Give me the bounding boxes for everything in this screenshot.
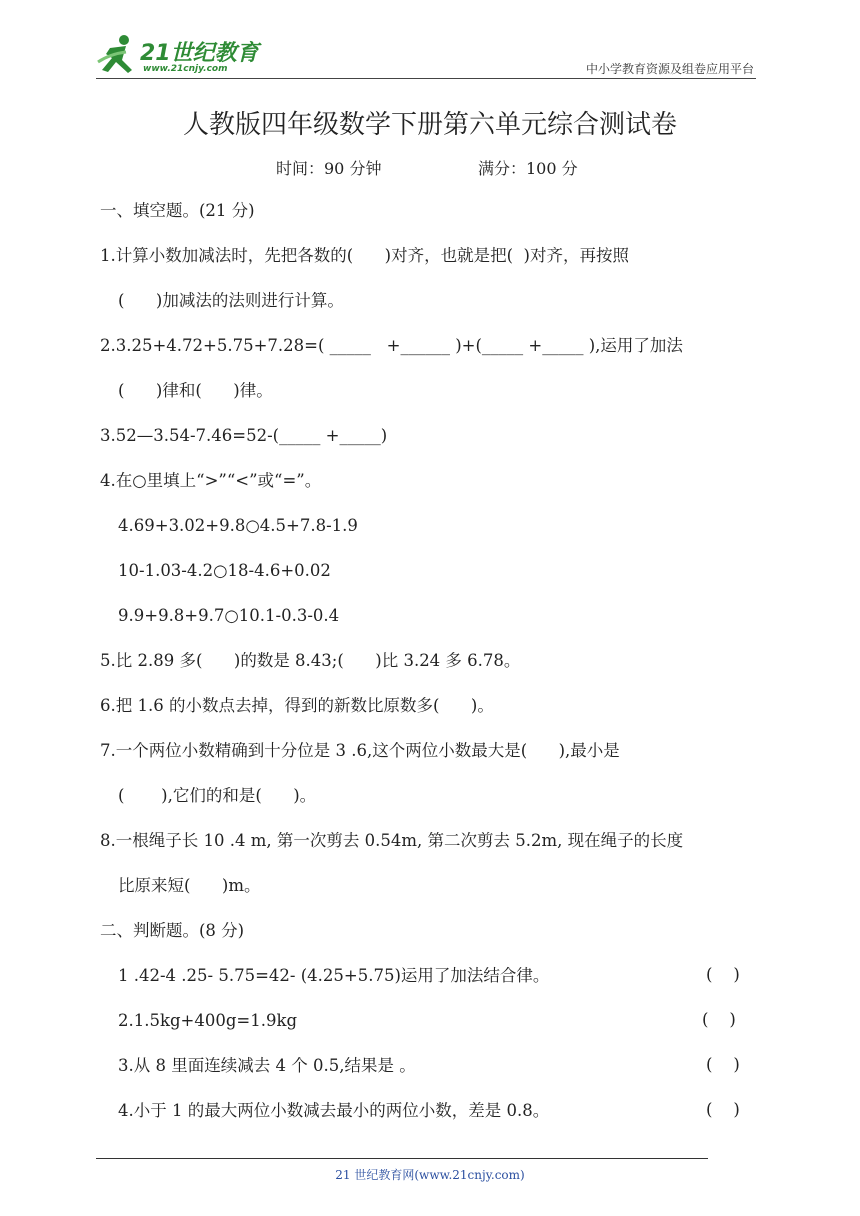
answer-parentheses: ( ) (706, 1055, 740, 1074)
question-line: ( ),它们的和是( )。 (118, 786, 317, 805)
header-tagline: 中小学教育资源及组卷应用平台 (585, 62, 754, 76)
question-line: 10-1.03-4.2○18-4.6+0.02 (118, 561, 331, 580)
question-line: ( )律和( )律。 (118, 381, 273, 400)
runner-icon (96, 32, 140, 76)
page-header (0, 0, 860, 80)
footer-divider (96, 1158, 708, 1159)
logo-text: 21世纪教育 (140, 41, 259, 66)
question-line: 3.52—3.54-7.46=52-(_____ +_____) (100, 426, 388, 445)
question-line: 1.计算小数加减法时，先把各数的( )对齐，也就是把( )对齐，再按照 (100, 246, 629, 265)
question-line: 4.在○里填上“>”“<”或“=”。 (100, 471, 322, 490)
answer-parentheses: ( ) (706, 965, 740, 984)
question-line: 5.比 2.89 多( )的数是 8.43;( )比 3.24 多 6.78。 (100, 651, 521, 670)
section-heading-true-false: 二、判断题。(8 分) (100, 921, 245, 940)
exam-score: 满分：100 分 (478, 159, 578, 178)
question-line: 9.9+9.8+9.7○10.1-0.3-0.4 (118, 606, 340, 625)
question-line: 2.3.25+4.72+5.75+7.28=( _____ +______ )+(_____ +_____ ),运用了加法 (100, 336, 683, 355)
answer-parentheses: ( ) (706, 1100, 740, 1119)
section-heading-fill-in: 一、填空题。(21 分) (100, 201, 255, 220)
judgement-item: 3.从 8 里面连续减去 4 个 0.5,结果是 。 (118, 1056, 416, 1075)
question-line: 4.69+3.02+9.8○4.5+7.8-1.9 (118, 516, 358, 535)
question-line: 7.一个两位小数精确到十分位是 3 .6,这个两位小数最大是( ),最小是 (100, 741, 620, 760)
logo-url: www.21cnjy.com (143, 64, 228, 74)
judgement-item: 2.1.5kg+400g=1.9kg (118, 1011, 298, 1030)
judgement-item: 4.小于 1 的最大两位小数减去最小的两位小数，差是 0.8。 (118, 1101, 550, 1120)
question-line: 比原来短( )m。 (118, 876, 261, 895)
header-divider (96, 78, 756, 79)
question-line: ( )加减法的法则进行计算。 (118, 291, 344, 310)
question-line: 6.把 1.6 的小数点去掉，得到的新数比原数多( )。 (100, 696, 494, 715)
question-line: 8.一根绳子长 10 .4 m, 第一次剪去 0.54m, 第二次剪去 5.2m, 现在绳子的长度 (100, 831, 684, 850)
footer-link[interactable]: 21 世纪教育网(www.21cnjy.com) (335, 1168, 525, 1182)
answer-parentheses: ( ) (702, 1010, 736, 1029)
page-title: 人教版四年级数学下册第六单元综合测试卷 (182, 110, 677, 140)
exam-time: 时间：90 分钟 (276, 159, 382, 178)
judgement-item: 1 .42-4 .25- 5.75=42- (4.25+5.75)运用了加法结合律。 (118, 966, 550, 985)
logo (96, 32, 266, 78)
